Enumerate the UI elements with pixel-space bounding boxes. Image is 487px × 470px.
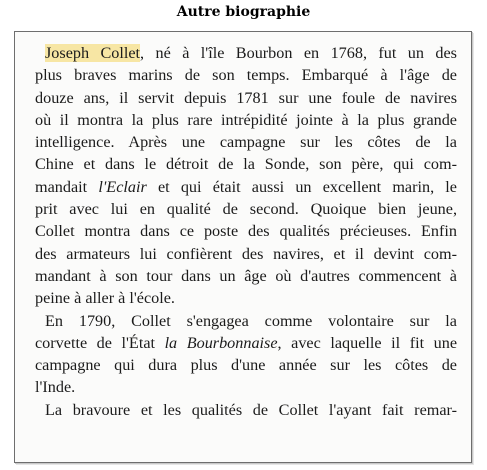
text-line: La bravoure et les qualités de Collet l'ayant fait remar- <box>45 400 457 419</box>
text-fragment: et qui était aussi un excellent marin, le <box>146 177 457 196</box>
text-line: plus braves marins de son temps. Embarqué à l'âge de <box>35 66 457 85</box>
text-line <box>35 176 457 198</box>
text-line: l'Inde. <box>35 378 76 397</box>
text-line: intelligence. Après une campagne sur les côtes de la <box>35 133 457 152</box>
highlighted-name: Joseph Collet <box>45 44 141 62</box>
text-fragment: , avec laquelle il fit une <box>277 333 457 352</box>
text-line: campagne qui dura plus d'une année sur les côtes de <box>35 356 457 375</box>
text-line: où il montra la plus rare intrépidité jointe à la plus grande <box>35 110 457 129</box>
text-line: Collet montra dans ce poste des qualités précieuses. Enfin <box>35 222 457 241</box>
text-line: Chine et dans le détroit de la Sonde, son père, qui com- <box>35 155 457 174</box>
page-title: Autre biographie <box>176 4 311 20</box>
text-line <box>35 42 457 64</box>
text-fragment: corvette de l'État <box>35 333 165 352</box>
text-line: mandant à son tour dans un âge où d'autres commencent à <box>35 266 457 285</box>
ship-name: l'Eclair <box>98 177 147 196</box>
text-line <box>35 332 457 354</box>
text-fragment: mandait <box>35 177 99 196</box>
text-fragment: , né à l'île Bourbon en 1768, fut un des <box>140 44 457 62</box>
text-line: prit avec lui en qualité de second. Quoique bien jeune, <box>35 200 457 219</box>
text-line: douze ans, il servit depuis 1781 sur une foule de navires <box>35 88 457 107</box>
biography-text <box>35 42 457 421</box>
text-line: En 1790, Collet s'engagea comme volontaire sur la <box>45 311 457 330</box>
ship-name: la Bourbonnaise <box>164 333 278 352</box>
text-line: peine à aller à l'école. <box>35 289 175 308</box>
text-line: des armateurs lui confièrent des navires, et il devint com- <box>35 244 457 263</box>
scanned-page-excerpt <box>14 31 472 463</box>
